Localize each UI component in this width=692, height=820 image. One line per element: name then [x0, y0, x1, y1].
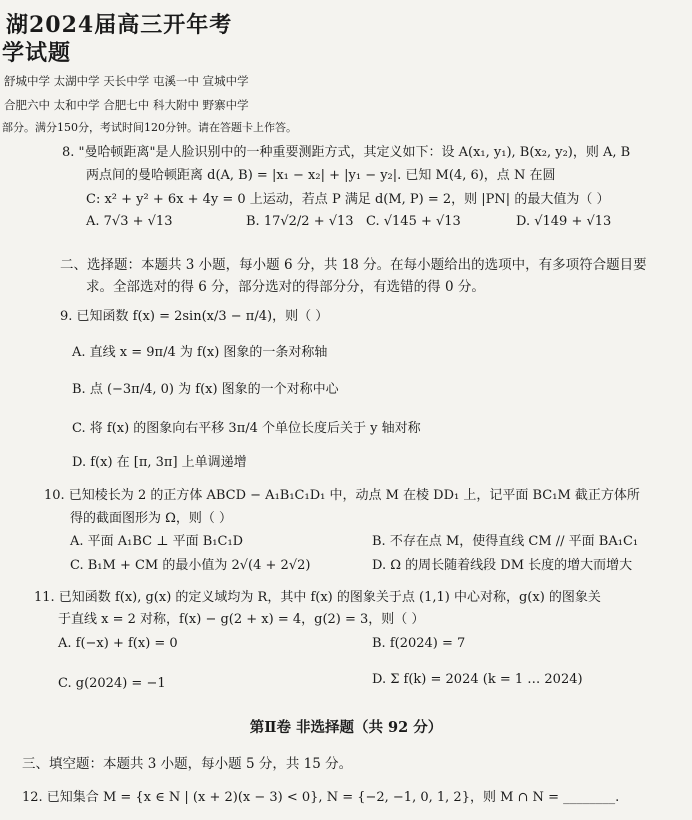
q9-option-a: A. 直线 x = 9π/4 为 f(x) 图象的一条对称轴 [72, 345, 328, 360]
q11-option-b: B. f(2024) = 7 [372, 636, 466, 651]
q11-stem-line1: 11. 已知函数 f(x), g(x) 的定义域均为 R，其中 f(x) 的图象关于点 (1,1) 中心对称，g(x) 的图象关 [34, 590, 601, 605]
q9-option-b: B. 点 (−3π/4, 0) 为 f(x) 图象的一个对称中心 [72, 382, 339, 397]
section2-heading-line2: 求。全部选对的得 6 分，部分选对的得部分分，有选错的得 0 分。 [86, 279, 485, 295]
q12-stem: 12. 已知集合 M = {x ∈ N | (x + 2)(x − 3) < 0}, N = {−2, −1, 0, 1, 2}，则 M ∩ N = ________. [22, 790, 620, 805]
q8-option-a: A. 7√3 + √13 [86, 214, 173, 229]
section3-heading: 三、填空题：本题共 3 小题，每小题 5 分，共 15 分。 [22, 756, 353, 772]
q8-option-b: B. 17√2/2 + √13 [246, 214, 354, 229]
q10-option-b: B. 不存在点 M，使得直线 CM // 平面 BA₁C₁ [372, 534, 639, 549]
q11-option-a: A. f(−x) + f(x) = 0 [58, 636, 178, 651]
q8-number: 8. [62, 145, 75, 160]
q11-option-d: D. Σ f(k) = 2024 (k = 1 … 2024) [372, 672, 583, 687]
q11-stem-line2: 于直线 x = 2 对称，f(x) − g(2 + x) = 4，g(2) = 3，则（ ） [58, 612, 425, 627]
section2-heading: 二、选择题：本题共 3 小题，每小题 6 分，共 18 分。在每小题给出的选项中，有多项符合题目要 [60, 257, 647, 273]
q8-stem-line1 [62, 141, 630, 160]
schools-line1: 舒城中学 太湖中学 天长中学 屯溪一中 宣城中学 [4, 74, 249, 88]
q9-stem: 9. 已知函数 f(x) = 2sin(x/3 − π/4)，则（ ） [60, 309, 329, 324]
q9-option-d: D. f(x) 在 [π, 3π] 上单调递增 [72, 455, 247, 470]
q8-line3: C: x² + y² + 6x + 4y = 0 上运动，若点 P 满足 d(M, P) = 2，则 |PN| 的最大值为（ ） [86, 192, 610, 207]
q10-stem-line1: 10. 已知棱长为 2 的正方体 ABCD − A₁B₁C₁D₁ 中，动点 M 在棱 DD₁ 上，记平面 BC₁M 截正方体所 [44, 488, 640, 503]
part2-heading: 第Ⅱ卷 非选择题（共 92 分） [249, 719, 443, 736]
q10-stem-line2: 得的截面图形为 Ω，则（ ） [70, 511, 233, 526]
q11-option-c: C. g(2024) = −1 [58, 676, 166, 691]
q8-option-d: D. √149 + √13 [516, 214, 612, 229]
q10-option-a: A. 平面 A₁BC ⊥ 平面 B₁C₁D [70, 534, 244, 549]
exam-info: 部分。满分150分，考试时间120分钟。请在答题卡上作答。 [2, 121, 297, 134]
q9-option-c: C. 将 f(x) 的图象向右平移 3π/4 个单位长度后关于 y 轴对称 [72, 421, 421, 436]
q10-option-c: C. B₁M + CM 的最小值为 2√(4 + 2√2) [70, 558, 311, 573]
q8-line2: 两点间的曼哈顿距离 d(A, B) = |x₁ − x₂| + |y₁ − y₂|. 已知 M(4, 6)，点 N 在圆 [86, 168, 556, 183]
q8-option-c: C. √145 + √13 [366, 214, 461, 229]
schools-line2: 合肥六中 太和中学 合肥七中 科大附中 野寨中学 [4, 98, 249, 112]
exam-title-line1: 湖2024届高三开年考 [6, 12, 233, 38]
q8-line1: "曼哈顿距离"是人脸识别中的一种重要测距方式，其定义如下：设 A(x₁, y₁), B(x₂, y₂)，则 A, B [78, 145, 631, 160]
q10-option-d: D. Ω 的周长随着线段 DM 长度的增大而增大 [372, 558, 633, 573]
exam-title-line2: 学试题 [2, 40, 72, 66]
